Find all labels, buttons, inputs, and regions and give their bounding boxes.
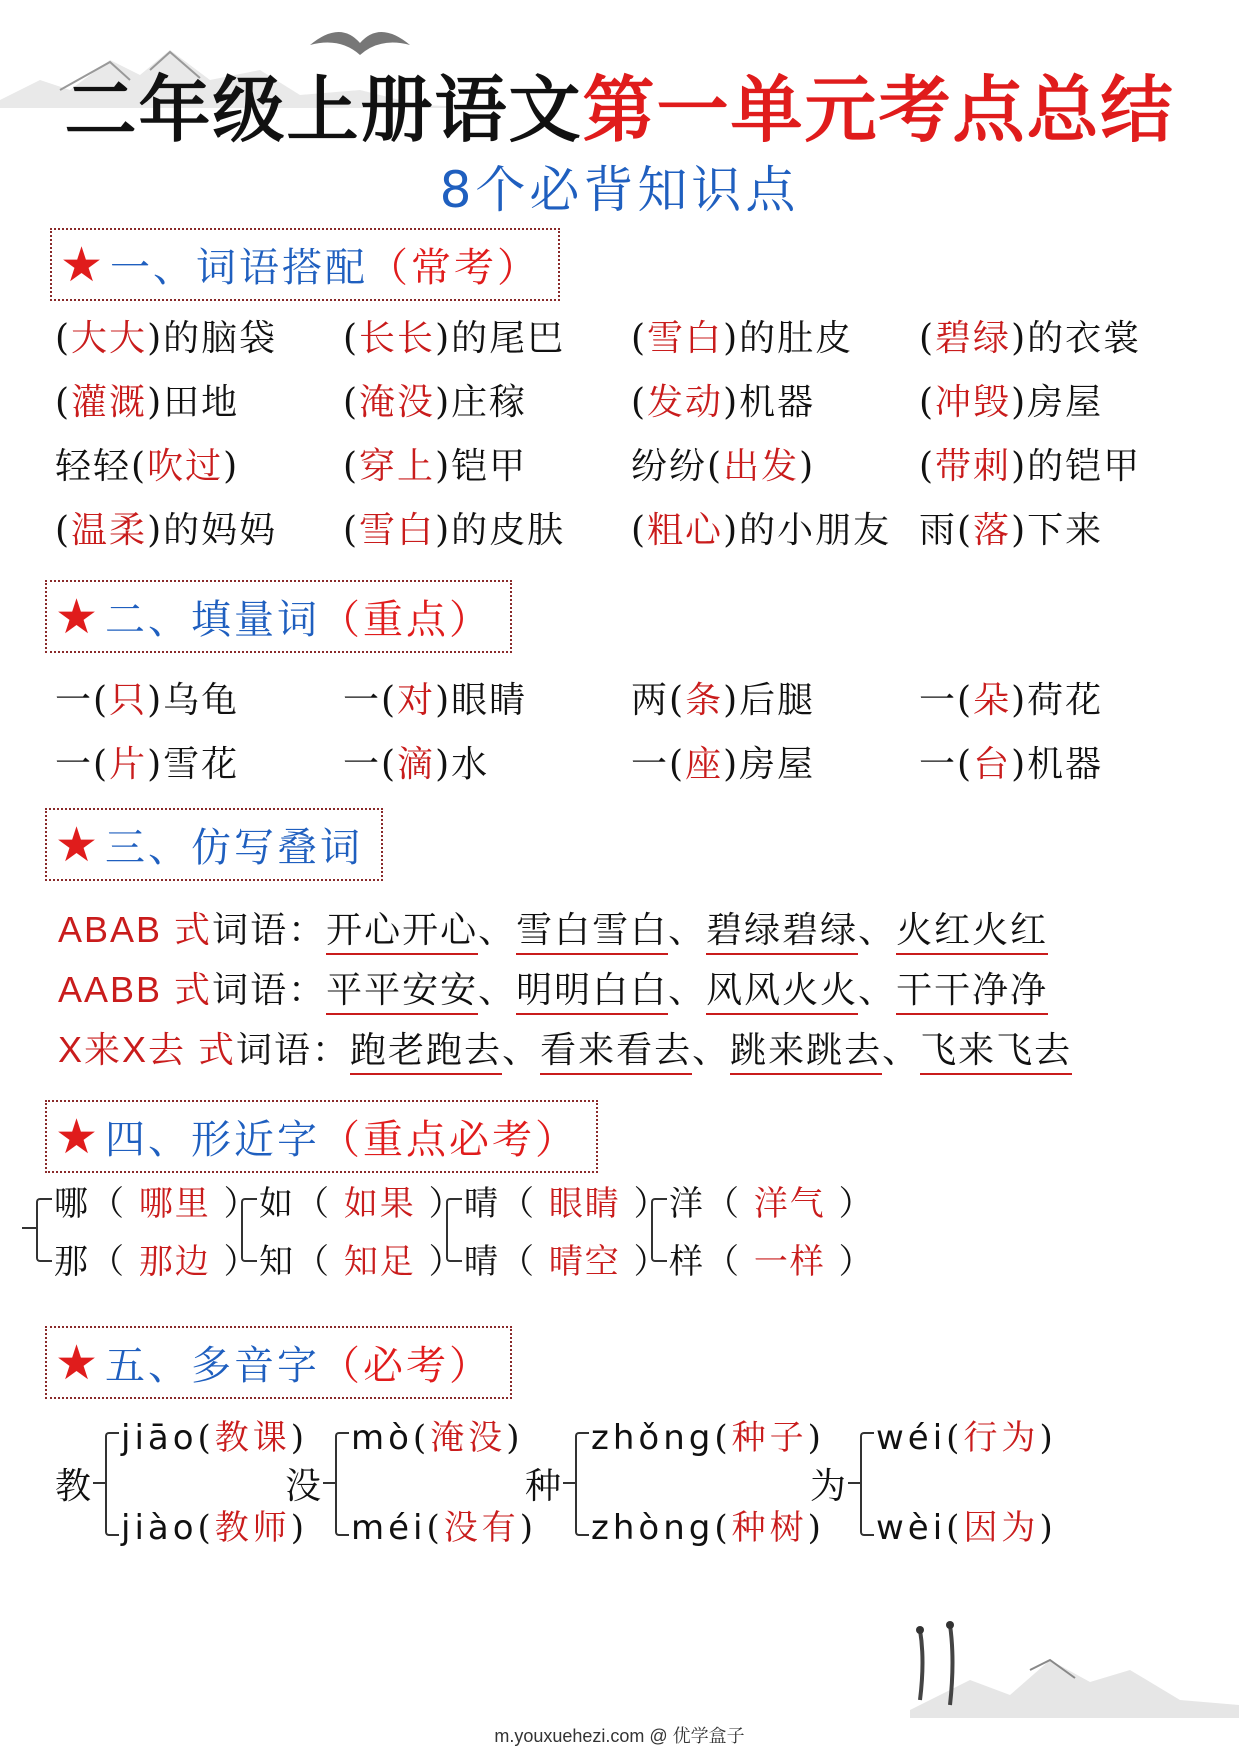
answer-word: 台 bbox=[973, 744, 1012, 785]
close-paren: ） bbox=[620, 1242, 670, 1282]
section-heading-4 bbox=[45, 1100, 598, 1173]
section-title: 四、形近字 bbox=[105, 1117, 321, 1163]
close-paren: ) bbox=[1011, 510, 1028, 551]
reduplication-line bbox=[58, 1022, 1072, 1082]
open-paren: ( bbox=[669, 680, 686, 721]
cell-suffix: 眼睛 bbox=[451, 680, 528, 721]
section-heading-1 bbox=[50, 228, 560, 301]
close-paren: ) bbox=[807, 1418, 825, 1458]
example-word: 行为 bbox=[963, 1418, 1040, 1458]
grid-row bbox=[55, 736, 1207, 800]
open-paren: ( bbox=[714, 1418, 732, 1458]
pinyin-row bbox=[876, 1410, 1057, 1459]
section-note: （重点） bbox=[320, 597, 493, 643]
close-paren: ) bbox=[435, 744, 452, 785]
grid-cell bbox=[55, 502, 343, 553]
example-word: 火红火红 bbox=[896, 910, 1048, 955]
measure-word-grid bbox=[55, 672, 1207, 800]
pattern-label: X来X去 式 bbox=[58, 1029, 237, 1070]
close-paren: ) bbox=[1039, 1508, 1057, 1548]
grid-cell bbox=[343, 736, 631, 787]
open-paren: ( bbox=[55, 318, 72, 359]
section-note: （重点必考） bbox=[320, 1117, 579, 1163]
grid-cell bbox=[55, 374, 343, 425]
pinyin-row bbox=[591, 1410, 825, 1459]
example-word: 哪里 bbox=[138, 1184, 211, 1224]
separator: 、 bbox=[882, 1030, 921, 1071]
brace bbox=[860, 1432, 874, 1536]
brace-stem bbox=[563, 1482, 575, 1484]
answer-word: 冲毁 bbox=[935, 382, 1012, 423]
close-paren: ） bbox=[415, 1184, 465, 1224]
cell-suffix: 的妈妈 bbox=[163, 510, 278, 551]
open-paren: ( bbox=[919, 318, 936, 359]
pinyin: zhǒng bbox=[591, 1418, 715, 1458]
answer-word: 滴 bbox=[397, 744, 436, 785]
example-word: 淹没 bbox=[430, 1418, 507, 1458]
close-paren: ) bbox=[223, 446, 240, 487]
open-paren: ( bbox=[343, 382, 360, 423]
similar-char-row bbox=[259, 1234, 465, 1283]
grid-cell bbox=[631, 672, 919, 723]
char: 哪 bbox=[54, 1184, 90, 1224]
example-word: 眼睛 bbox=[548, 1184, 621, 1224]
brace bbox=[241, 1198, 257, 1262]
open-paren: ( bbox=[946, 1418, 964, 1458]
close-paren: ) bbox=[723, 318, 740, 359]
close-paren: ) bbox=[519, 1508, 538, 1548]
close-paren: ） bbox=[825, 1184, 875, 1224]
grid-cell bbox=[343, 672, 631, 723]
grid-cell bbox=[919, 310, 1207, 361]
close-paren: ) bbox=[1011, 318, 1028, 359]
cell-suffix: 下来 bbox=[1027, 510, 1104, 551]
open-paren: （ bbox=[295, 1184, 344, 1224]
polyphone-char: 种 bbox=[525, 1466, 562, 1507]
cell-prefix: 雨 bbox=[919, 510, 958, 551]
open-paren: （ bbox=[500, 1184, 549, 1224]
answer-word: 大大 bbox=[71, 318, 148, 359]
close-paren: ） bbox=[620, 1184, 670, 1224]
title-part2: 第一单元考点总结 bbox=[582, 68, 1175, 152]
grid-cell bbox=[55, 310, 343, 361]
grid-cell bbox=[919, 438, 1207, 489]
polyphone-char: 为 bbox=[810, 1466, 847, 1507]
open-paren: （ bbox=[90, 1242, 139, 1282]
grid-cell bbox=[631, 736, 919, 787]
example-word: 如果 bbox=[343, 1184, 416, 1224]
cell-prefix: 一 bbox=[919, 680, 958, 721]
cell-suffix: 铠甲 bbox=[451, 446, 528, 487]
cell-suffix: 的衣裳 bbox=[1027, 318, 1142, 359]
open-paren: ( bbox=[197, 1508, 215, 1548]
open-paren: ( bbox=[631, 318, 648, 359]
close-paren: ) bbox=[723, 680, 740, 721]
answer-word: 吹过 bbox=[147, 446, 224, 487]
close-paren: ) bbox=[147, 680, 164, 721]
grid-cell bbox=[343, 502, 631, 553]
open-paren: ( bbox=[631, 382, 648, 423]
brace bbox=[575, 1432, 589, 1536]
brace-stem bbox=[93, 1482, 105, 1484]
cell-suffix: 房屋 bbox=[739, 744, 816, 785]
open-paren: ( bbox=[93, 680, 110, 721]
grid-row bbox=[55, 672, 1207, 736]
cell-prefix: 一 bbox=[919, 744, 958, 785]
char: 晴 bbox=[464, 1184, 500, 1224]
section-heading-5 bbox=[45, 1326, 512, 1399]
open-paren: ( bbox=[131, 446, 148, 487]
example-word: 跑老跑去 bbox=[350, 1030, 502, 1075]
answer-word: 出发 bbox=[723, 446, 800, 487]
open-paren: （ bbox=[500, 1242, 549, 1282]
word-pair-grid bbox=[55, 310, 1207, 566]
answer-word: 穿上 bbox=[359, 446, 436, 487]
grid-cell bbox=[631, 438, 919, 489]
close-paren: ) bbox=[435, 382, 452, 423]
separator: 、 bbox=[858, 910, 897, 951]
title-part1: 二年级上册语文 bbox=[64, 68, 583, 152]
grid-cell bbox=[919, 502, 1207, 553]
close-paren: ) bbox=[1011, 446, 1028, 487]
pinyin-row bbox=[351, 1500, 537, 1549]
example-word: 教课 bbox=[214, 1418, 291, 1458]
answer-word: 温柔 bbox=[71, 510, 148, 551]
answer-word: 粗心 bbox=[647, 510, 724, 551]
pinyin-row bbox=[121, 1410, 308, 1459]
cell-suffix: 雪花 bbox=[163, 744, 240, 785]
similar-char-row bbox=[464, 1176, 670, 1225]
answer-word: 朵 bbox=[973, 680, 1012, 721]
pinyin: wéi bbox=[876, 1418, 947, 1458]
answer-word: 带刺 bbox=[935, 446, 1012, 487]
open-paren: ( bbox=[707, 446, 724, 487]
close-paren: ) bbox=[1039, 1418, 1057, 1458]
pinyin: zhòng bbox=[591, 1508, 715, 1548]
cell-suffix: 的小朋友 bbox=[739, 510, 892, 551]
pinyin: jiāo bbox=[121, 1418, 198, 1458]
brace bbox=[335, 1432, 349, 1536]
pinyin-row bbox=[121, 1500, 308, 1549]
answer-word: 发动 bbox=[647, 382, 724, 423]
example-word: 因为 bbox=[963, 1508, 1040, 1548]
answer-word: 落 bbox=[973, 510, 1012, 551]
example-word: 晴空 bbox=[548, 1242, 621, 1282]
pinyin-row bbox=[876, 1500, 1057, 1549]
page-title bbox=[0, 52, 1239, 156]
cell-prefix: 一 bbox=[343, 744, 382, 785]
similar-char-groups bbox=[0, 1184, 1239, 1320]
example-word: 洋气 bbox=[753, 1184, 826, 1224]
open-paren: （ bbox=[90, 1184, 139, 1224]
close-paren: ) bbox=[147, 318, 164, 359]
open-paren: ( bbox=[381, 680, 398, 721]
polyphone-char: 教 bbox=[55, 1466, 92, 1507]
close-paren: ) bbox=[147, 382, 164, 423]
cell-prefix: 一 bbox=[631, 744, 670, 785]
example-word: 没有 bbox=[443, 1508, 520, 1548]
grid-row bbox=[55, 310, 1207, 374]
answer-word: 条 bbox=[685, 680, 724, 721]
answer-word: 雪白 bbox=[359, 510, 436, 551]
example-word: 开心开心 bbox=[326, 910, 478, 955]
similar-char-row bbox=[259, 1176, 465, 1225]
cell-suffix: 的铠甲 bbox=[1027, 446, 1142, 487]
answer-word: 长长 bbox=[359, 318, 436, 359]
answer-word: 淹没 bbox=[359, 382, 436, 423]
star-icon: ★ bbox=[55, 589, 102, 645]
answer-word: 雪白 bbox=[647, 318, 724, 359]
example-word: 风风火火 bbox=[706, 970, 858, 1015]
open-paren: ( bbox=[55, 382, 72, 423]
grid-cell bbox=[343, 374, 631, 425]
example-word: 一样 bbox=[753, 1242, 826, 1282]
reduplication-line bbox=[58, 962, 1072, 1022]
close-paren: ) bbox=[147, 510, 164, 551]
open-paren: ( bbox=[946, 1508, 964, 1548]
close-paren: ) bbox=[290, 1508, 309, 1548]
close-paren: ) bbox=[1011, 382, 1028, 423]
open-paren: （ bbox=[705, 1184, 754, 1224]
close-paren: ） bbox=[210, 1242, 260, 1282]
separator: 、 bbox=[478, 970, 517, 1011]
grid-cell bbox=[55, 672, 343, 723]
cell-suffix: 机器 bbox=[739, 382, 816, 423]
brace bbox=[446, 1198, 462, 1262]
open-paren: ( bbox=[631, 510, 648, 551]
pinyin: mò bbox=[351, 1418, 413, 1458]
open-paren: ( bbox=[919, 382, 936, 423]
open-paren: （ bbox=[705, 1242, 754, 1282]
section-title: 五、多音字 bbox=[105, 1343, 321, 1389]
section-title: 二、填量词 bbox=[105, 597, 321, 643]
answer-word: 碧绿 bbox=[935, 318, 1012, 359]
cell-prefix: 两 bbox=[631, 680, 670, 721]
char: 样 bbox=[669, 1242, 705, 1282]
grid-row bbox=[55, 502, 1207, 566]
similar-char-row bbox=[669, 1176, 875, 1225]
star-icon: ★ bbox=[60, 237, 107, 293]
grid-cell bbox=[919, 736, 1207, 787]
open-paren: ( bbox=[343, 446, 360, 487]
open-paren: ( bbox=[669, 744, 686, 785]
close-paren: ) bbox=[435, 318, 452, 359]
grid-cell bbox=[919, 374, 1207, 425]
star-icon: ★ bbox=[55, 1109, 102, 1165]
open-paren: ( bbox=[919, 446, 936, 487]
similar-char-row bbox=[464, 1234, 670, 1283]
pattern-label: ABAB 式 bbox=[58, 909, 213, 950]
cell-prefix: 轻轻 bbox=[55, 446, 132, 487]
close-paren: ） bbox=[210, 1184, 260, 1224]
example-word: 平平安安 bbox=[326, 970, 478, 1015]
similar-char-row bbox=[669, 1234, 875, 1283]
grid-cell bbox=[631, 310, 919, 361]
answer-word: 灌溉 bbox=[71, 382, 148, 423]
pinyin: jiào bbox=[121, 1508, 198, 1548]
section-title: 三、仿写叠词 bbox=[105, 825, 364, 871]
separator: 、 bbox=[858, 970, 897, 1011]
grid-cell bbox=[919, 672, 1207, 723]
separator: 、 bbox=[692, 1030, 731, 1071]
open-paren: ( bbox=[957, 510, 974, 551]
page-subtitle: 8个必背知识点 bbox=[439, 161, 800, 219]
open-paren: ( bbox=[197, 1418, 215, 1458]
brace-stem bbox=[323, 1482, 335, 1484]
brace bbox=[36, 1198, 52, 1262]
cell-suffix: 的肚皮 bbox=[739, 318, 854, 359]
cell-prefix: 纷纷 bbox=[631, 446, 708, 487]
similar-char-row bbox=[54, 1234, 260, 1283]
open-paren: ( bbox=[343, 318, 360, 359]
close-paren: ) bbox=[723, 510, 740, 551]
section-note: （常考） bbox=[368, 245, 541, 291]
close-paren: ) bbox=[290, 1418, 309, 1458]
open-paren: ( bbox=[957, 744, 974, 785]
close-paren: ) bbox=[147, 744, 164, 785]
pinyin-row bbox=[351, 1410, 523, 1459]
brace-stem bbox=[22, 1227, 38, 1229]
reduplication-lines bbox=[58, 902, 1072, 1082]
open-paren: ( bbox=[426, 1508, 444, 1548]
close-paren: ) bbox=[435, 446, 452, 487]
example-word: 种子 bbox=[731, 1418, 808, 1458]
close-paren: ) bbox=[435, 680, 452, 721]
open-paren: ( bbox=[343, 510, 360, 551]
polyphone-groups bbox=[0, 1410, 1239, 1570]
word-label: 词语： bbox=[212, 970, 327, 1011]
answer-word: 片 bbox=[109, 744, 148, 785]
word-label: 词语： bbox=[236, 1030, 351, 1071]
char: 如 bbox=[259, 1184, 295, 1224]
char: 那 bbox=[54, 1242, 90, 1282]
section-heading-3 bbox=[45, 808, 383, 881]
similar-char-row bbox=[54, 1176, 260, 1225]
separator: 、 bbox=[668, 970, 707, 1011]
cell-suffix: 的尾巴 bbox=[451, 318, 566, 359]
reduplication-line bbox=[58, 902, 1072, 962]
example-word: 那边 bbox=[138, 1242, 211, 1282]
example-word: 跳来跳去 bbox=[730, 1030, 882, 1075]
cell-suffix: 机器 bbox=[1027, 744, 1104, 785]
pinyin: wèi bbox=[876, 1508, 947, 1548]
char: 洋 bbox=[669, 1184, 705, 1224]
cell-prefix: 一 bbox=[55, 680, 94, 721]
grid-row bbox=[55, 438, 1207, 502]
cell-prefix: 一 bbox=[55, 744, 94, 785]
open-paren: （ bbox=[295, 1242, 344, 1282]
footer-source: m.youxuehezi.com @ 优学盒子 bbox=[494, 1726, 745, 1746]
grid-row bbox=[55, 374, 1207, 438]
close-paren: ) bbox=[723, 382, 740, 423]
close-paren: ) bbox=[799, 446, 816, 487]
open-paren: ( bbox=[957, 680, 974, 721]
example-word: 明明白白 bbox=[516, 970, 668, 1015]
grid-cell bbox=[343, 438, 631, 489]
pattern-label: AABB 式 bbox=[58, 969, 213, 1010]
example-word: 看来看去 bbox=[540, 1030, 692, 1075]
example-word: 知足 bbox=[343, 1242, 416, 1282]
separator: 、 bbox=[502, 1030, 541, 1071]
cell-suffix: 庄稼 bbox=[451, 382, 528, 423]
cell-suffix: 田地 bbox=[163, 382, 240, 423]
open-paren: ( bbox=[381, 744, 398, 785]
star-icon: ★ bbox=[55, 817, 102, 873]
close-paren: ） bbox=[415, 1242, 465, 1282]
polyphone-char: 没 bbox=[285, 1466, 322, 1507]
answer-word: 座 bbox=[685, 744, 724, 785]
cell-prefix: 一 bbox=[343, 680, 382, 721]
section-heading-2 bbox=[45, 580, 512, 653]
open-paren: ( bbox=[412, 1418, 431, 1458]
section-note: （必考） bbox=[320, 1343, 493, 1389]
grid-cell bbox=[343, 310, 631, 361]
close-paren: ) bbox=[435, 510, 452, 551]
grid-cell bbox=[631, 502, 919, 553]
open-paren: ( bbox=[93, 744, 110, 785]
cell-suffix: 的脑袋 bbox=[163, 318, 278, 359]
separator: 、 bbox=[478, 910, 517, 951]
separator: 、 bbox=[668, 910, 707, 951]
example-word: 碧绿碧绿 bbox=[706, 910, 858, 955]
pinyin-row bbox=[591, 1500, 825, 1549]
grid-cell bbox=[55, 438, 343, 489]
cell-suffix: 后腿 bbox=[739, 680, 816, 721]
answer-word: 只 bbox=[109, 680, 148, 721]
close-paren: ） bbox=[825, 1242, 875, 1282]
example-word: 干干净净 bbox=[896, 970, 1048, 1015]
brace bbox=[651, 1198, 667, 1262]
open-paren: ( bbox=[55, 510, 72, 551]
star-icon: ★ bbox=[55, 1335, 102, 1391]
word-label: 词语： bbox=[212, 910, 327, 951]
close-paren: ) bbox=[1011, 744, 1028, 785]
example-word: 种树 bbox=[731, 1508, 808, 1548]
cell-suffix: 荷花 bbox=[1027, 680, 1104, 721]
brace bbox=[105, 1432, 119, 1536]
grid-cell bbox=[55, 736, 343, 787]
close-paren: ) bbox=[723, 744, 740, 785]
answer-word: 对 bbox=[397, 680, 436, 721]
cell-suffix: 的皮肤 bbox=[451, 510, 566, 551]
close-paren: ) bbox=[1011, 680, 1028, 721]
crane-decoration-bottom bbox=[900, 1620, 980, 1710]
brace-stem bbox=[848, 1482, 860, 1484]
open-paren: ( bbox=[714, 1508, 732, 1548]
grid-cell bbox=[631, 374, 919, 425]
pinyin: méi bbox=[351, 1508, 427, 1548]
char: 知 bbox=[259, 1242, 295, 1282]
close-paren: ) bbox=[506, 1418, 524, 1458]
char: 晴 bbox=[464, 1242, 500, 1282]
example-word: 飞来飞去 bbox=[920, 1030, 1072, 1075]
section-title: 一、词语搭配 bbox=[110, 245, 369, 291]
example-word: 教师 bbox=[214, 1508, 291, 1548]
close-paren: ) bbox=[807, 1508, 825, 1548]
cell-suffix: 乌龟 bbox=[163, 680, 240, 721]
cell-suffix: 房屋 bbox=[1027, 382, 1104, 423]
cell-suffix: 水 bbox=[451, 744, 490, 785]
example-word: 雪白雪白 bbox=[516, 910, 668, 955]
